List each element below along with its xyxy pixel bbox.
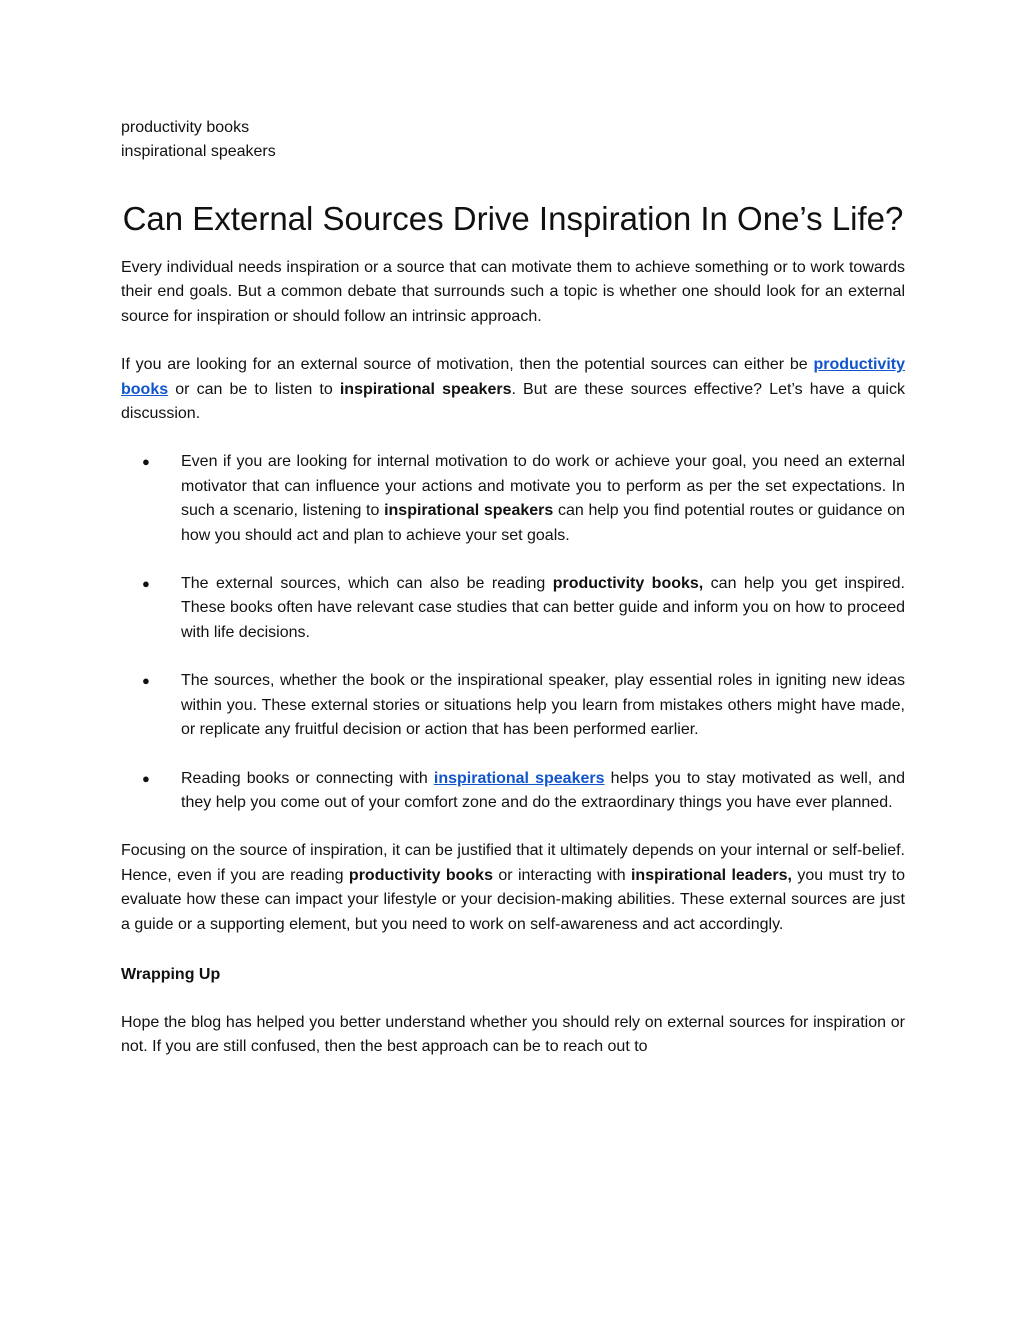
list-item [121,450,905,548]
bold-keyword: inspirational leaders, [630,866,792,884]
list-item-text: Even if you are looking for internal motivation to do work or achieve your goal, you need an external motivator that can influence your actions and motivate you to perform as per the set expectations. In such a scenario, listening to [181,453,905,520]
wrapping-up-heading: Wrapping Up [121,965,221,983]
list-item-text: can help you get inspired. These books often have relevant case studies that can better guide and inform you on how to proceed with life decisions. [181,575,905,641]
list-item [121,572,905,645]
conclusion-paragraph [121,839,905,937]
keyword-productivity-books: productivity books [121,119,250,136]
wrapping-up-paragraph: Hope the blog has helped you better understand whether you should rely on external sources for inspiration or not. If you are still confused, then the best approach can be to reach out to [121,1013,905,1056]
paragraph-text: or can be to listen to [168,380,340,398]
list-item-text: The sources, whether the book or the inspirational speaker, play essential roles in igniting new ideas within you. These external stories or situations help you learn from mistakes others might have made, or replicate any fruitful decision or action that has been performed earlier. [181,672,905,739]
paragraph-text: you must try to evaluate how these can impact your lifestyle or your decision-making abilities. These external sources are just a guide or a supporting element, but you need to work on self-awareness and act accordingly. [121,866,906,933]
paragraph-text: Focusing on the source of inspiration, it can be justified that it ultimately depends on your internal or self-belief. Hence, even if you are reading [121,842,905,884]
list-item-text: can help you find potential routes or guidance on how you should act and plan to achieve your set goals. [181,502,905,544]
list-item-text: The external sources, which can also be reading [181,575,553,593]
document-page [121,116,905,1060]
list-item-text: helps you to stay motivated as well, and they help you come out of your comfort zone and do the extraordinary things you have ever planned. [181,769,906,811]
bold-keyword: productivity books [348,866,493,884]
list-item [121,669,905,742]
paragraph-text: If you are looking for an external source of motivation, then the potential sources can either be [121,356,814,374]
bullet-list [121,450,905,815]
keyword-list [121,116,905,164]
bold-keyword: inspirational speakers [384,502,554,520]
list-item-text: Reading books or connecting with [181,769,434,787]
bullet-icon: ● [142,770,150,786]
productivity-books-link[interactable]: productivity books [121,356,905,398]
bullet-icon: ● [142,454,150,470]
inspirational-speakers-link[interactable]: inspirational speakers [433,769,605,787]
keyword-inspirational-speakers: inspirational speakers [121,143,276,160]
bold-keyword: productivity books, [552,575,704,593]
bold-keyword: inspirational speakers [339,380,512,398]
article-title: Can External Sources Drive Inspiration In One’s Life? [122,200,904,237]
paragraph-text: . But are these sources effective? Let’s have a quick discussion. [121,380,905,423]
intro-paragraph: Every individual needs inspiration or a source that can motivate them to achieve something or to work towards their end goals. But a common debate that surrounds such a topic is whether one should look for an external source for inspiration or should follow an intrinsic approach. [121,259,905,325]
sources-paragraph [121,353,905,426]
bullet-icon: ● [142,673,150,689]
bullet-icon: ● [142,576,150,592]
paragraph-text: or interacting with [492,866,631,884]
list-item [121,767,905,816]
